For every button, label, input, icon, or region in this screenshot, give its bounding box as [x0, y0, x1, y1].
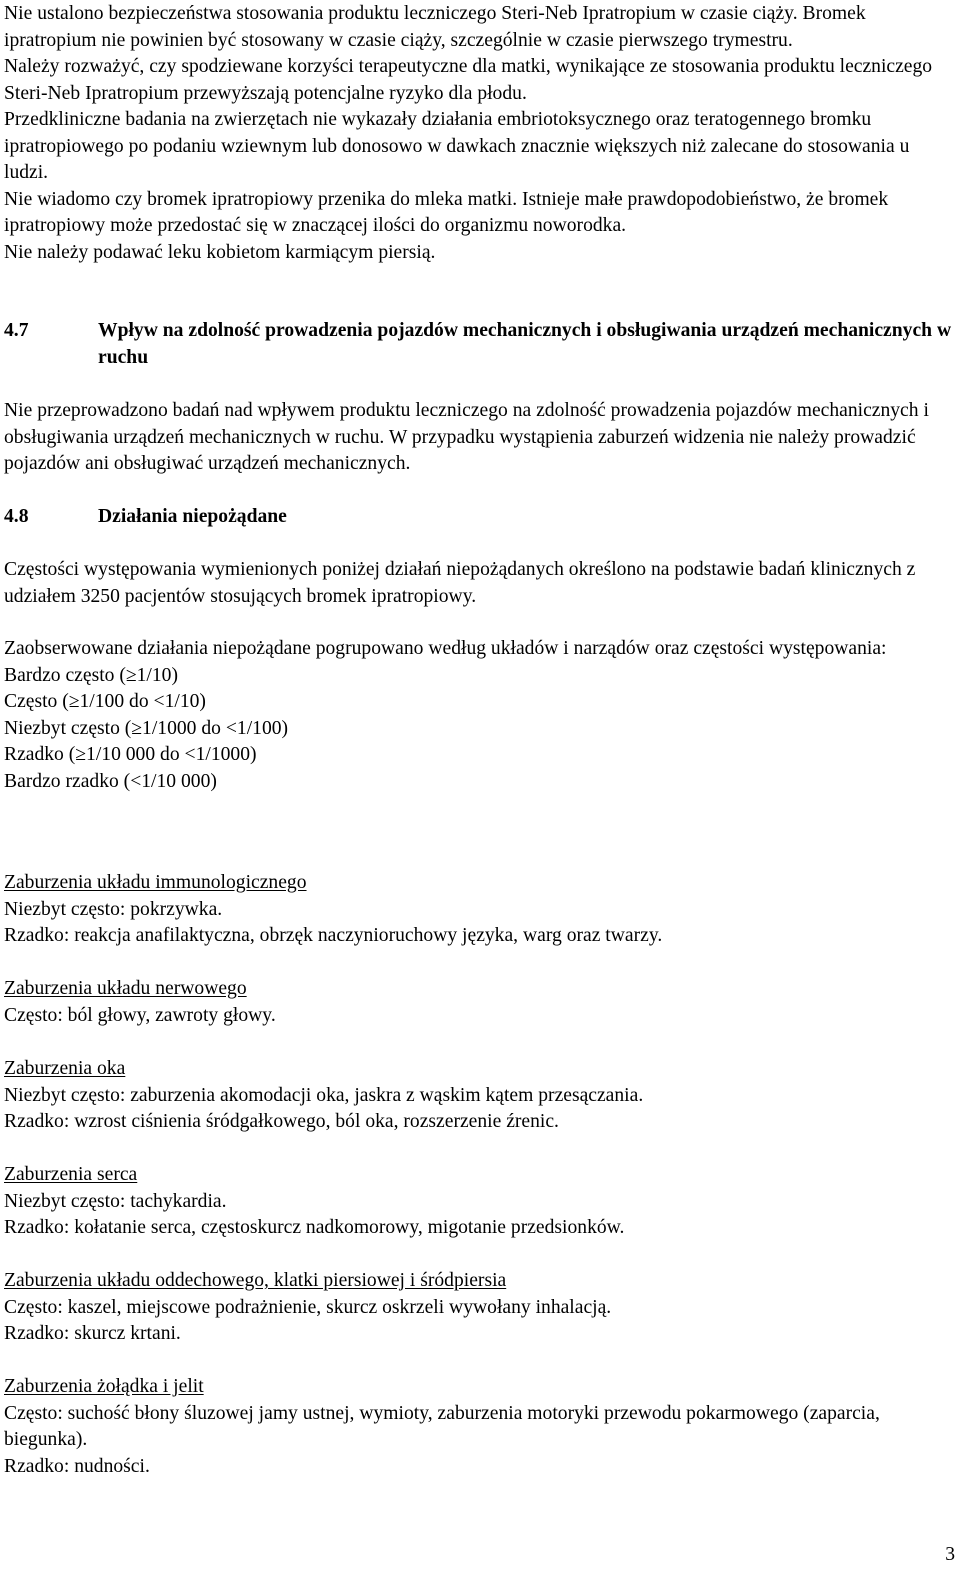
- pregnancy-paragraph-3: Przedkliniczne badania na zwierzętach nie wykazały działania embriotoksycznego oraz teratogennego bromku ipratropiowego po podaniu wziewnym lub donosowo w dawkach znacznie większych niż zalecane do stosowania u ludzi.: [4, 109, 910, 183]
- section-4-8-number: 4.8: [4, 506, 29, 527]
- frequency-uncommon: Niezbyt często (≥1/1000 do <1/100): [4, 717, 289, 739]
- section-4-8-title: Działania niepożądane: [98, 506, 287, 527]
- section-4-7-body: Nie przeprowadzono badań nad wpływem produktu leczniczego na zdolność prowadzenia pojazdów mechanicznych i obsługiwania urządzeń mechanicznych w ruchu. W przypadku wystąpienia zaburzeń widzenia nie należy prowadzić pojazdów ani obsługiwać urządzeń mechanicznych.: [4, 400, 929, 474]
- category-line: Rzadko: reakcja anafilaktyczna, obrzęk naczynioruchowy języka, warg oraz twarzy.: [4, 925, 663, 946]
- lactation-paragraph-1: Nie wiadomo czy bromek ipratropiowy przenika do mleka matki. Istnieje małe prawdopodobieństwo, że bromek ipratropiowy może przedostać się w znaczącej ilości do organizmu noworodka.: [4, 188, 889, 236]
- page-number: 3: [945, 1543, 955, 1565]
- category-line: Rzadko: nudności.: [4, 1455, 150, 1477]
- category-respiratory: [4, 1268, 954, 1348]
- category-line: Niezbyt często: zaburzenia akomodacji oka, jaskra z wąskim kątem przesączania.: [4, 1084, 644, 1106]
- category-title: Zaburzenia układu nerwowego: [4, 978, 247, 999]
- category-title: Zaburzenia serca: [4, 1164, 138, 1185]
- section-4-7: [4, 318, 954, 371]
- frequency-common: Często (≥1/100 do <1/10): [4, 691, 206, 712]
- grouping-paragraph: Zaobserwowane działania niepożądane pogrupowano według układów i narządów oraz częstości występowania:: [4, 638, 887, 659]
- frequency-very-common: Bardzo często (≥1/10): [4, 664, 178, 686]
- category-line: Rzadko: wzrost ciśnienia śródgałkowego, ból oka, rozszerzenie źrenic.: [4, 1111, 559, 1132]
- category-line: Niezbyt często: tachykardia.: [4, 1190, 227, 1212]
- category-immune: [4, 870, 954, 950]
- lactation-paragraph-2: Nie należy podawać leku kobietom karmiącym piersią.: [4, 241, 436, 263]
- section-4-8-heading: [4, 504, 954, 531]
- section-4-7-heading: [4, 318, 954, 371]
- category-cardiac: [4, 1162, 954, 1242]
- section-4-7-title: Wpływ na zdolność prowadzenia pojazdów mechanicznych i obsługiwania urządzeń mechanicznych w ruchu: [98, 320, 952, 368]
- section-4-8-intro: Częstości występowania wymienionych poniżej działań niepożądanych określono na podstawie badań klinicznych z udziałem 3250 pacjentów stosujących bromek ipratropiowy.: [4, 559, 916, 607]
- category-line: Rzadko: kołatanie serca, częstoskurcz nadkomorowy, migotanie przedsionków.: [4, 1217, 625, 1238]
- frequency-block: [4, 636, 954, 795]
- category-title: Zaburzenia układu oddechowego, klatki piersiowej i śródpiersia: [4, 1270, 507, 1291]
- category-eye: [4, 1056, 954, 1136]
- section-4-7-number: 4.7: [4, 320, 29, 341]
- category-line: Rzadko: skurcz krtani.: [4, 1323, 181, 1344]
- category-gastrointestinal: [4, 1374, 954, 1480]
- pregnancy-paragraph-1: Nie ustalono bezpieczeństwa stosowania produktu leczniczego Steri-Neb Ipratropium w czasie ciąży. Bromek ipratropium nie powinien być stosowany w czasie ciąży, szczególnie w czasie pierwszego trymestru.: [4, 3, 866, 51]
- category-title: Zaburzenia żołądka i jelit: [4, 1376, 204, 1397]
- category-nervous: [4, 976, 954, 1029]
- category-line: Niezbyt często: pokrzywka.: [4, 898, 223, 920]
- category-line: Często: ból głowy, zawroty głowy.: [4, 1004, 276, 1026]
- frequency-very-rare: Bardzo rzadko (<1/10 000): [4, 770, 217, 792]
- pregnancy-paragraph-2: Należy rozważyć, czy spodziewane korzyści terapeutyczne dla matki, wynikające ze stosowania produktu leczniczego Steri-Neb Ipratropium przewyższają potencjalne ryzyko dla płodu.: [4, 56, 933, 104]
- frequency-rare: Rzadko (≥1/10 000 do <1/1000): [4, 744, 257, 765]
- category-title: Zaburzenia układu immunologicznego: [4, 872, 307, 893]
- category-line: Często: suchość błony śluzowej jamy ustnej, wymioty, zaburzenia motoryki przewodu pokarmowego (zaparcia, biegunka).: [4, 1402, 880, 1450]
- category-title: Zaburzenia oka: [4, 1058, 126, 1079]
- category-line: Często: kaszel, miejscowe podrażnienie, skurcz oskrzeli wywołany inhalacją.: [4, 1296, 612, 1318]
- pregnancy-section: [4, 1, 954, 266]
